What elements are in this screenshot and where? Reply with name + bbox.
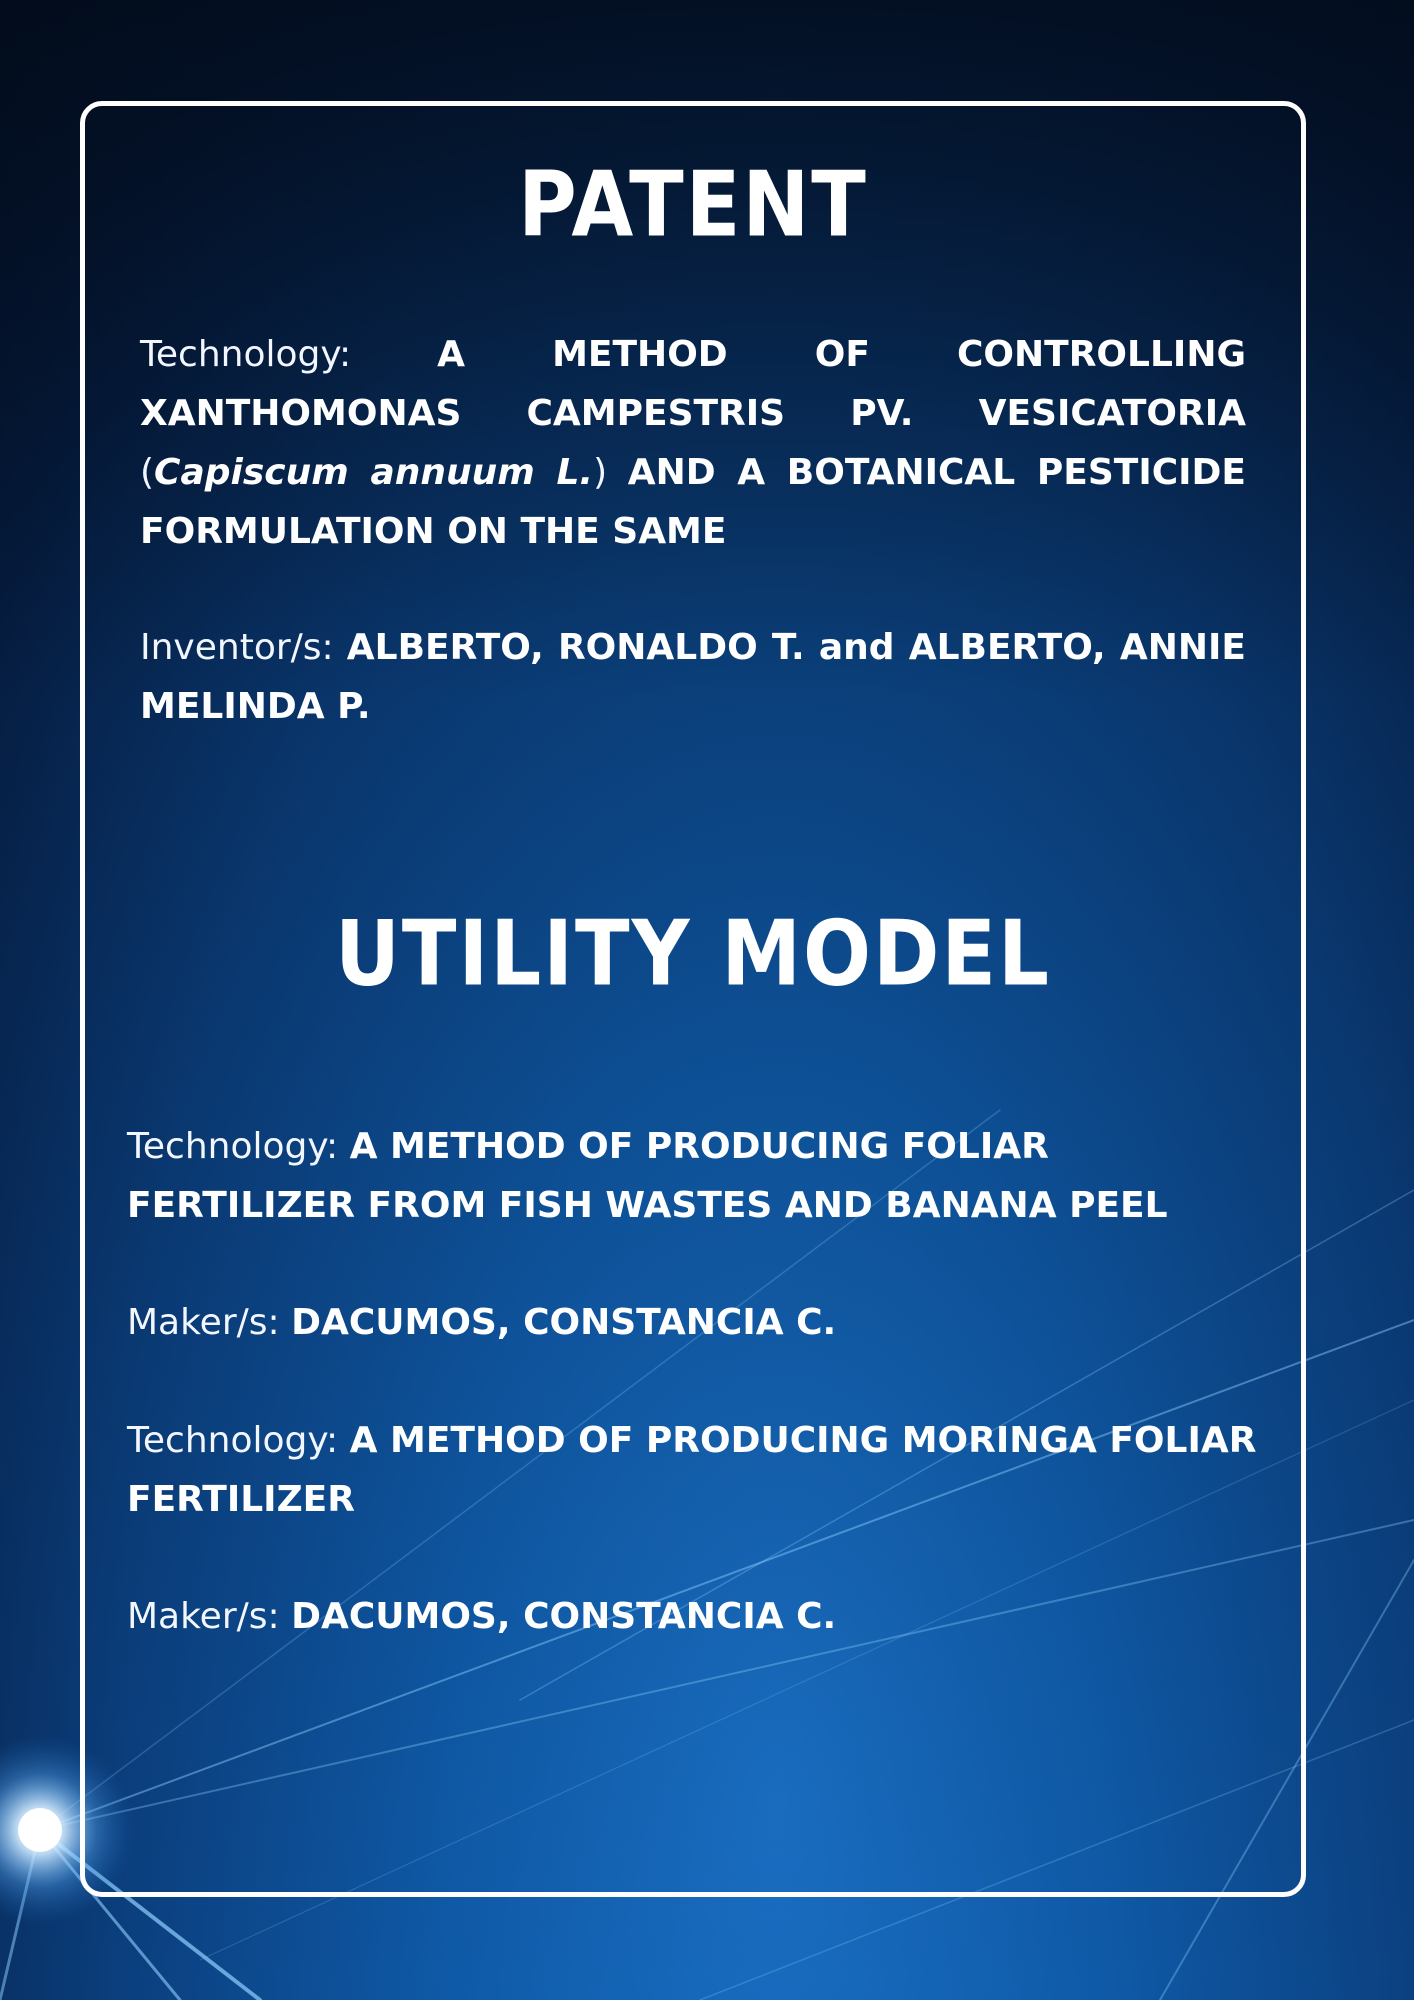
patent-inventor [140,618,1246,736]
patent-technology [140,325,1246,561]
utility-maker-1 [127,1293,1287,1352]
utility-technology-1-value: A METHOD OF PRODUCING FOLIAR FERTILIZER FROM FISH WASTES AND BANANA PEEL [127,1126,1168,1226]
utility-technology-2-value: A METHOD OF PRODUCING MORINGA FOLIAR FERTILIZER [127,1420,1257,1520]
utility-maker-2-label: Maker/s: [127,1596,280,1637]
content-card [80,101,1306,1897]
patent-inventor-label: Inventor/s: [140,627,334,668]
utility-maker-1-value: DACUMOS, CONSTANCIA C. [291,1302,837,1343]
utility-maker-2-value: DACUMOS, CONSTANCIA C. [291,1596,837,1637]
patent-heading: PATENT [518,152,868,257]
utility-maker-2 [127,1587,1287,1646]
patent-technology-label: Technology: [140,334,352,375]
patent-paren-open: ( [140,452,155,493]
patent-paren-close: ) [593,452,608,493]
utility-maker-1-label: Maker/s: [127,1302,280,1343]
patent-scientific-name: Capiscum annuum L. [154,452,594,493]
patent-technology-value-part2: AND A BOTANICAL PESTICIDE FORMULATION ON THE SAME [140,452,1247,552]
utility-technology-1 [127,1117,1287,1235]
utility-technology-1-label: Technology: [127,1126,339,1167]
patent-inventor-value: ALBERTO, RONALDO T. and ALBERTO, ANNIE MELINDA P. [140,627,1246,727]
utility-model-heading: UTILITY MODEL [334,901,1052,1006]
utility-technology-2-label: Technology: [127,1420,339,1461]
utility-technology-2 [127,1411,1287,1529]
patent-technology-value-part1: A METHOD OF CONTROLLING XANTHOMONAS CAMPESTRIS PV. VESICATORIA [140,334,1246,434]
